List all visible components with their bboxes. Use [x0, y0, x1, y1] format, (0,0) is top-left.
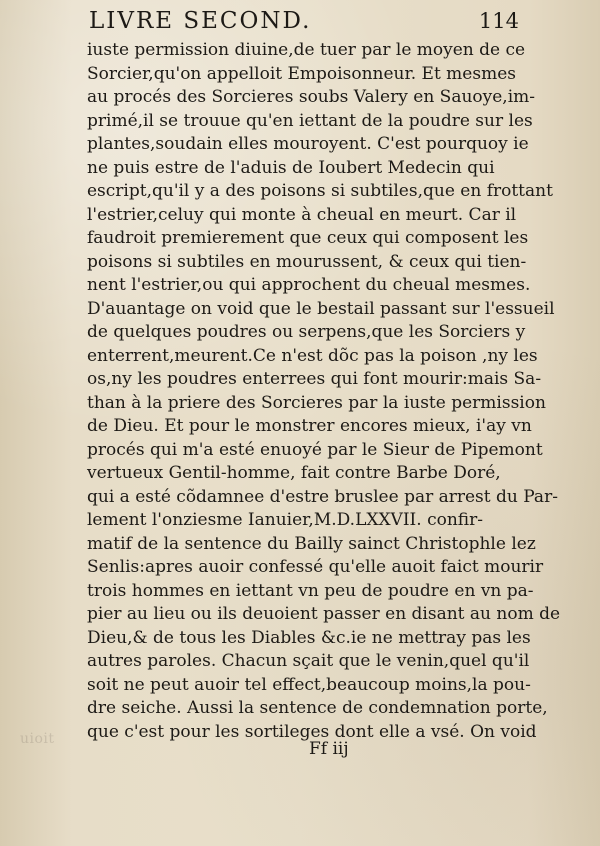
text-line-25: pier au lieu ou ils deuoient passer en disant au nom de: [87, 604, 561, 624]
text-line-4: primé,il se trouue qu'en iettant de la poudre sur les: [87, 110, 533, 131]
text-line-5: plantes,soudain elles mouroyent. C'est pourquoy ie: [87, 134, 529, 154]
text-line-30: que c'est pour les sortileges dont elle a vsé. On void: [87, 721, 537, 742]
text-line-19: vertueux Gentil-homme, fait contre Barbe Doré,: [87, 463, 501, 483]
text-line-23: Senlis:apres auoir confessé qu'elle auoit faict mourir: [87, 557, 544, 577]
text-line-10: poisons si subtiles en mourussent, & ceux qui tien-: [87, 251, 527, 272]
signature-mark: Ff iij: [309, 739, 349, 759]
text-line-16: than à la priere des Sorcieres par la iuste permission: [87, 392, 546, 413]
text-line-14: enterrent,meurent.Ce n'est dõc pas la poison ,ny les: [87, 345, 538, 366]
text-line-28: soit ne peut auoir tel effect,beaucoup moins,la pou-: [87, 674, 531, 695]
text-line-12: D'auantage on void que le bestail passant sur l'essueil: [87, 298, 555, 319]
text-line-29: dre seiche. Aussi la sentence de condemnation porte,: [87, 698, 548, 718]
text-line-8: l'estrier,celuy qui monte à cheual en meurt. Car il: [87, 204, 517, 225]
text-line-18: procés qui m'a esté enuoyé par le Sieur de Pipemont: [87, 439, 543, 460]
text-line-24: trois hommes en iettant vn peu de poudre en vn pa-: [87, 580, 534, 601]
text-line-21: lement l'onziesme Ianuier,M.D.LXXVII. confir-: [87, 510, 483, 530]
text-line-15: os,ny les poudres enterrees qui font mourir:mais Sa-: [87, 369, 542, 389]
page-number: 114: [478, 9, 519, 33]
text-line-20: qui a esté cõdamnee d'estre bruslee par arrest du Par-: [87, 486, 558, 507]
text-line-7: escript,qu'il y a des poisons si subtiles,que en frottant: [87, 181, 553, 201]
text-line-9: faudroit premierement que ceux qui composent les: [87, 228, 529, 248]
text-line-13: de quelques poudres ou serpens,que les Sorciers y: [87, 322, 526, 342]
text-line-22: matif de la sentence du Bailly sainct Christophle lez: [87, 533, 536, 554]
text-line-1: iuste permission diuine,de tuer par le moyen de ce: [87, 40, 526, 60]
text-line-11: nent l'estrier,ou qui approchent du cheual mesmes.: [87, 275, 531, 295]
text-line-27: autres paroles. Chacun sçait que le venin,quel qu'il: [87, 651, 530, 671]
page-header: [89, 8, 519, 36]
text-line-17: de Dieu. Et pour le monstrer encores mieux, i'ay vn: [87, 416, 532, 436]
running-title: LIVRE SECOND.: [89, 8, 312, 34]
show-through-text: uioit: [20, 731, 55, 747]
text-line-26: Dieu,& de tous les Diables &c.ie ne mettray pas les: [87, 627, 531, 648]
text-line-3: au procés des Sorcieres soubs Valery en Sauoye,im-: [87, 87, 536, 107]
text-line-2: Sorcier,qu'on appelloit Empoisonneur. Et mesmes: [87, 63, 516, 84]
text-line-6: ne puis estre de l'aduis de Ioubert Medecin qui: [87, 157, 495, 178]
body-text: [87, 39, 561, 744]
